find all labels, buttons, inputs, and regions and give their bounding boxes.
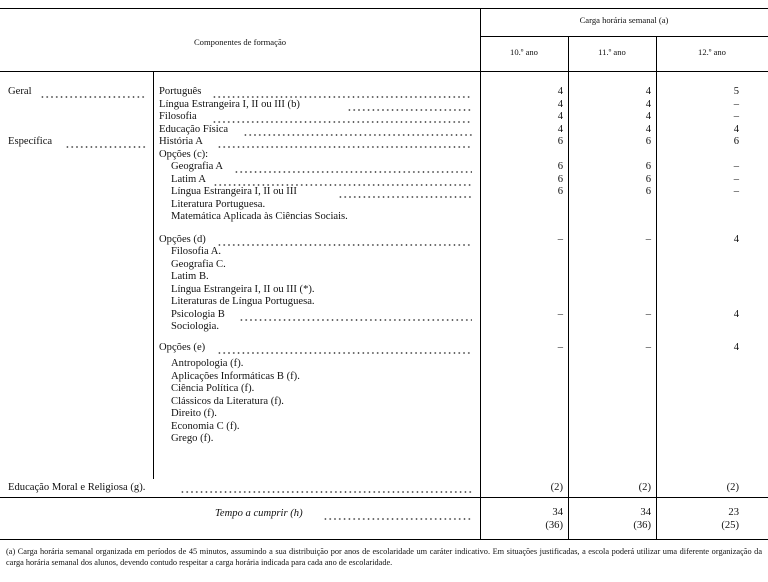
tempo-label: Tempo a cumprir (h): [215, 508, 303, 519]
row-subject: Filosofia: [159, 111, 197, 122]
tempo-10: 34: [552, 507, 563, 518]
row-leader: [234, 161, 472, 173]
row-value-12: –: [733, 111, 739, 122]
row-value-10: –: [557, 233, 563, 245]
row-leader: [338, 186, 472, 198]
table-row: [0, 271, 768, 284]
emr-11: (2): [638, 482, 651, 493]
row-subject: Opções (d): [159, 233, 206, 245]
footnote: (a) Carga horária semanal organizada em períodos de 45 minutos, assumindo a sua distribuição por anos de escolaridade um caráter indicativo. Em situações justificadas, a escola poderá utilizar uma diferente organização da carga horária semanal dos alunos, devendo contudo respeitar a carga horária indicada para cada ano de escolaridade.: [6, 547, 762, 567]
table-row: [0, 296, 768, 309]
table-top-rule: [0, 8, 768, 9]
table-row: [0, 259, 768, 272]
row-subject: Língua Estrangeira I, II ou III (*).: [171, 283, 315, 295]
row-leader: [243, 124, 472, 136]
row-value-11: –: [645, 233, 651, 245]
year-12-header: 12.º ano: [698, 47, 726, 57]
table-row: [0, 246, 768, 259]
year-11-header: 11.º ano: [598, 47, 626, 57]
table-row: [0, 309, 768, 322]
row-value-12: –: [733, 173, 739, 185]
row-subject: Português: [159, 86, 202, 97]
carga-title: Carga horária semanal (a): [579, 15, 669, 25]
row-subject: Ciência Política (f).: [171, 383, 255, 394]
table-row: [0, 186, 768, 199]
emr-leader: [180, 481, 472, 495]
row-subject: Geografia C.: [171, 258, 226, 270]
row-subject: História A: [159, 136, 203, 147]
row-leader: [217, 234, 472, 246]
row-subject: Direito (f).: [171, 408, 217, 419]
row-subject: Geografia A: [171, 161, 224, 172]
row-value-10: 4: [557, 111, 563, 122]
table-bottom-rule: [0, 539, 768, 540]
row-value-10: 6: [557, 136, 563, 147]
header-bottom-rule: [0, 71, 768, 72]
row-subject: Língua Estrangeira I, II ou III (b): [159, 98, 300, 110]
row-subject: Opções (c):: [159, 148, 209, 160]
table-row: [0, 199, 768, 212]
table-row: [0, 284, 768, 297]
row-group-label: Específica: [8, 136, 53, 147]
row-leader: [212, 86, 472, 98]
row-subject: Antropologia (f).: [171, 358, 244, 369]
row-value-11: 6: [645, 173, 651, 185]
table-row: [0, 86, 768, 99]
emr-bottom-rule: [0, 497, 768, 498]
row-value-11: 6: [645, 136, 651, 147]
row-leader: [347, 99, 472, 111]
row-value-12: 4: [733, 123, 739, 135]
row-value-10: 6: [557, 161, 563, 172]
table-row: [0, 396, 768, 409]
table-row: [0, 321, 768, 334]
row-subject: Latim A: [171, 173, 207, 185]
row-leader: [217, 342, 472, 354]
row-group-label: Geral: [8, 86, 32, 97]
group-leader: [65, 136, 146, 148]
row-value-10: 6: [557, 173, 563, 185]
table-row: [0, 161, 768, 174]
components-title: Componentes de formação: [193, 37, 287, 47]
row-leader: [212, 111, 472, 123]
tempo-12-alt: (25): [721, 520, 739, 531]
table-row: [0, 149, 768, 162]
row-subject: Opções (e): [159, 341, 206, 353]
row-subject: Sociologia.: [171, 321, 219, 332]
row-leader: [213, 174, 472, 186]
year-10-header: 10.º ano: [510, 47, 538, 57]
row-value-11: 4: [645, 111, 651, 122]
row-subject: Clássicos da Literatura (f).: [171, 395, 284, 407]
tempo-12: 23: [728, 507, 739, 518]
emr-row: [0, 481, 768, 495]
row-value-12: –: [733, 161, 739, 172]
row-value-11: 6: [645, 161, 651, 172]
group-leader: [40, 86, 146, 98]
row-value-10: –: [557, 341, 563, 353]
table-row: [0, 358, 768, 371]
tempo-11-alt: (36): [633, 520, 651, 531]
table-row: [0, 383, 768, 396]
row-value-11: –: [645, 341, 651, 353]
row-subject: Educação Física: [159, 123, 229, 135]
row-value-10: 4: [557, 98, 563, 110]
row-subject: Filosofia A.: [171, 246, 222, 257]
table-row: [0, 371, 768, 384]
row-subject: Psicologia B: [171, 308, 225, 320]
table-row: [0, 211, 768, 224]
row-leader: [239, 309, 472, 321]
table-row: [0, 174, 768, 187]
row-value-10: 4: [557, 86, 563, 97]
table-row: [0, 124, 768, 137]
row-value-12: 4: [733, 308, 739, 320]
table-row: [0, 99, 768, 112]
row-subject: Grego (f).: [171, 433, 214, 444]
table-row: [0, 342, 768, 355]
tempo-values-row-2: [0, 520, 768, 533]
table-row: [0, 408, 768, 421]
row-value-12: –: [733, 186, 739, 197]
tempo-11: 34: [640, 507, 651, 518]
table-row: [0, 111, 768, 124]
row-value-10: 4: [557, 123, 563, 135]
tempo-values-row: [0, 507, 768, 520]
emr-label: Educação Moral e Religiosa (g).: [8, 482, 146, 493]
row-value-12: 4: [733, 233, 739, 245]
row-subject: Economia C (f).: [171, 420, 240, 432]
table-row: [0, 136, 768, 149]
row-subject: Latim B.: [171, 271, 209, 282]
tempo-10-alt: (36): [545, 520, 563, 531]
emr-12: (2): [726, 482, 739, 493]
row-value-12: 5: [733, 86, 739, 97]
row-value-11: –: [645, 308, 651, 320]
row-value-10: 6: [557, 186, 563, 197]
row-leader: [217, 136, 472, 148]
row-value-11: 4: [645, 98, 651, 110]
row-value-11: 4: [645, 86, 651, 97]
header-mid-rule: [480, 36, 768, 37]
row-value-12: 4: [733, 341, 739, 353]
row-subject: Literatura Portuguesa.: [171, 198, 266, 210]
table-row: [0, 234, 768, 247]
row-subject: Língua Estrangeira I, II ou III: [171, 186, 297, 197]
row-value-10: –: [557, 308, 563, 320]
row-value-12: 6: [733, 136, 739, 147]
table-row: [0, 433, 768, 446]
table-row: [0, 421, 768, 434]
row-subject: Matemática Aplicada às Ciências Sociais.: [171, 211, 348, 222]
row-value-11: 6: [645, 186, 651, 197]
row-value-12: –: [733, 98, 739, 110]
row-subject: Literaturas de Língua Portuguesa.: [171, 296, 315, 307]
row-value-11: 4: [645, 123, 651, 135]
row-subject: Aplicações Informáticas B (f).: [171, 370, 300, 382]
emr-10: (2): [550, 482, 563, 493]
